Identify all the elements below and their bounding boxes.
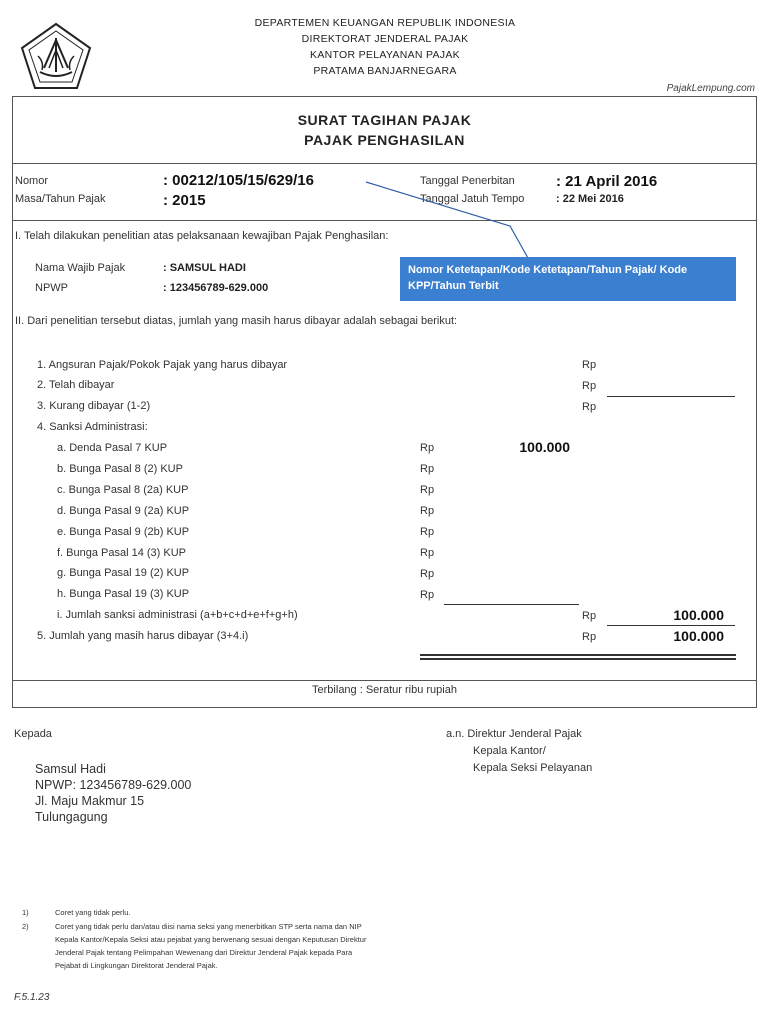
tanggal-penerbitan-value: : 21 April 2016 (556, 173, 658, 190)
tanggal-penerbitan-label: Tanggal Penerbitan (420, 175, 515, 187)
header-line-2: DIREKTORAT JENDERAL PAJAK (301, 33, 469, 45)
currency-label: Rp (582, 401, 597, 413)
sum-underline (607, 625, 735, 626)
currency-label: Rp (420, 442, 435, 454)
double-underline-top (420, 654, 736, 656)
masa-label: Masa/Tahun Pajak (15, 193, 106, 205)
form-code: F.5.1.23 (14, 992, 50, 1003)
callout-connector-line (360, 178, 540, 260)
section-1-heading: I. Telah dilakukan penelitian atas pelaksanaan kewajiban Pajak Penghasilan: (15, 230, 389, 242)
currency-label: Rp (582, 359, 597, 371)
terbilang-text: Terbilang : Seratur ribu rupiah (312, 684, 457, 696)
kepada-label: Kepada (14, 728, 52, 740)
item-4-label: 4. Sanksi Administrasi: (37, 421, 148, 433)
watermark-text: PajakLempung.com (666, 83, 755, 94)
footnote-1-number: 1) (22, 908, 29, 917)
footnote-2-text-line-4: Pejabat di Lingkungan Direktorat Jenderal Pajak. (55, 961, 218, 970)
currency-label: Rp (420, 568, 435, 580)
npwp-value: : 123456789-629.000 (163, 282, 269, 294)
divider (12, 680, 757, 681)
jumlah-sanksi-amount: 100.000 (673, 607, 724, 623)
callout-note: Nomor Ketetapan/Kode Ketetapan/Tahun Pajak/ Kode KPP/Tahun Terbit (400, 257, 736, 301)
footnote-2-number: 2) (22, 922, 29, 931)
currency-label: Rp (420, 505, 435, 517)
sub-i-label: i. Jumlah sanksi administrasi (a+b+c+d+e+f+g+h) (57, 609, 298, 621)
sum-underline (607, 396, 735, 397)
subtotal-underline (444, 604, 579, 605)
sub-a-label: a. Denda Pasal 7 KUP (57, 442, 168, 454)
section-2-heading: II. Dari penelitian tersebut diatas, jumlah yang masih harus dibayar adalah sebagai berikut: (15, 315, 458, 327)
footnote-1-text: Coret yang tidak perlu. (55, 908, 131, 917)
item-1-label: 1. Angsuran Pajak/Pokok Pajak yang harus dibayar (37, 359, 288, 371)
nama-wajib-pajak-value: : SAMSUL HADI (163, 262, 246, 274)
header-line-3: KANTOR PELAYANAN PAJAK (310, 49, 460, 61)
currency-label: Rp (582, 380, 597, 392)
page-title: SURAT TAGIHAN PAJAK (297, 112, 472, 128)
masa-value: : 2015 (163, 192, 206, 209)
header-line-4: PRATAMA BANJARNEGARA (313, 65, 457, 77)
nomor-value: : 00212/105/15/629/16 (163, 172, 314, 189)
currency-label: Rp (582, 610, 597, 622)
header-line-1: DEPARTEMEN KEUANGAN REPUBLIK INDONESIA (254, 17, 516, 29)
currency-label: Rp (420, 526, 435, 538)
recipient-address-1: Jl. Maju Makmur 15 (35, 794, 145, 808)
recipient-address-2: Tulungagung (35, 810, 108, 824)
sub-e-label: e. Bunga Pasal 9 (2b) KUP (57, 526, 190, 538)
item-2-label: 2. Telah dibayar (37, 379, 115, 391)
currency-label: Rp (420, 463, 435, 475)
item-5-label: 5. Jumlah yang masih harus dibayar (3+4.i) (37, 630, 249, 642)
denda-amount: 100.000 (519, 439, 570, 455)
npwp-label: NPWP (35, 282, 68, 294)
footnote-2-text-line-1: Coret yang tidak perlu dan/atau diisi nama seksi yang menerbitkan STP serta nama dan NIP (55, 922, 362, 931)
footnote-2-text-line-3: Jenderal Pajak tentang Pelimpahan Wewenang dari Direktur Jenderal Pajak kepada Para (55, 948, 353, 957)
double-underline-bottom (420, 658, 736, 660)
currency-label: Rp (420, 484, 435, 496)
nomor-label: Nomor (15, 175, 49, 187)
signature-line-2: Kepala Kantor/ (473, 745, 546, 757)
divider (12, 163, 757, 164)
signature-line-1: a.n. Direktur Jenderal Pajak (446, 728, 582, 740)
sub-f-label: f. Bunga Pasal 14 (3) KUP (57, 547, 187, 559)
sub-h-label: h. Bunga Pasal 19 (3) KUP (57, 588, 190, 600)
currency-label: Rp (420, 547, 435, 559)
sub-b-label: b. Bunga Pasal 8 (2) KUP (57, 463, 183, 475)
recipient-name: Samsul Hadi (35, 762, 106, 776)
currency-label: Rp (582, 631, 597, 643)
total-amount: 100.000 (673, 628, 724, 644)
tanggal-jatuh-tempo-label: Tanggal Jatuh Tempo (420, 193, 525, 205)
sub-g-label: g. Bunga Pasal 19 (2) KUP (57, 567, 190, 579)
ministry-emblem-logo (20, 22, 92, 90)
recipient-npwp: NPWP: 123456789-629.000 (35, 778, 192, 792)
sub-c-label: c. Bunga Pasal 8 (2a) KUP (57, 484, 189, 496)
signature-line-3: Kepala Seksi Pelayanan (473, 762, 593, 774)
item-3-label: 3. Kurang dibayar (1-2) (37, 400, 151, 412)
tanggal-jatuh-tempo-value: : 22 Mei 2016 (556, 193, 624, 205)
currency-label: Rp (420, 589, 435, 601)
sub-d-label: d. Bunga Pasal 9 (2a) KUP (57, 505, 190, 517)
nama-wajib-pajak-label: Nama Wajib Pajak (35, 262, 126, 274)
footnote-2-text-line-2: Kepala Kantor/Kepala Seksi atau pejabat yang berwenang sesuai dengan Keputusan Direktur (55, 935, 367, 944)
page-subtitle: PAJAK PENGHASILAN (304, 132, 465, 148)
